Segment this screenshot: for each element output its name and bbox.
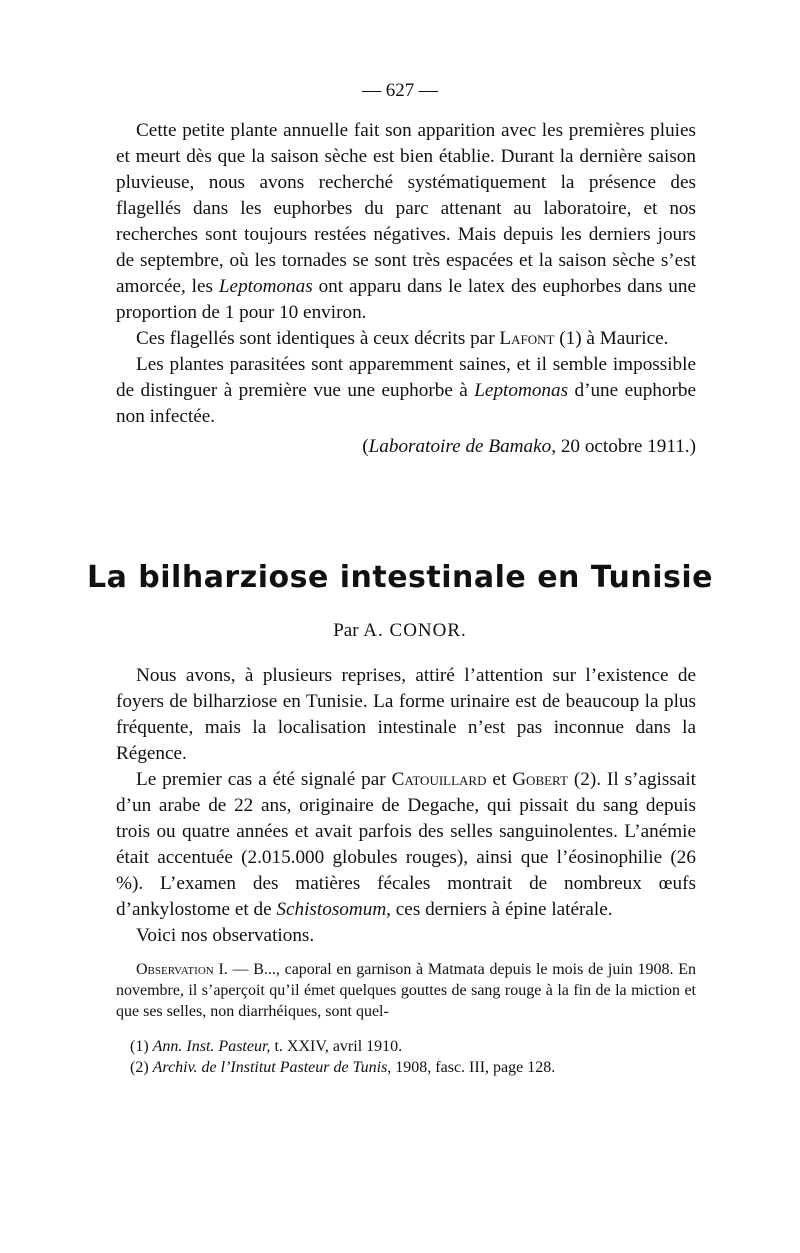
- footnotes: [130, 1036, 696, 1078]
- article-paragraph-3: Voici nos observations.: [136, 925, 315, 946]
- article-p2-end: ces derniers à épine latérale.: [390, 899, 613, 920]
- signature-date: 20 octobre 1911.): [556, 436, 696, 457]
- article-paragraph-1: Nous avons, à plusieurs reprises, attiré l’attention sur l’existence de foyers de bilharziose en Tunisie. La forme urinaire est de beaucoup la plus fréquente, mais la localisation intestinale n’est pas inconnue dans la Régence.: [116, 665, 696, 764]
- intro-p1-end: ont apparu dans le latex des euphorbes dans une proportion de 1 pour 10 environ.: [116, 276, 697, 323]
- intro-p3-italic: Leptomonas: [474, 380, 569, 401]
- intro-section: [116, 118, 696, 460]
- author-name-catouillard: Catouillard: [391, 769, 487, 790]
- article-title: La bilharziose intestinale en Tunisie: [86, 560, 714, 595]
- byline: [0, 620, 800, 642]
- footnote-1-journal: Ann. Inst. Pasteur,: [152, 1038, 271, 1055]
- footnote-2-journal: Archiv. de l’Institut Pasteur de Tunis,: [152, 1059, 392, 1076]
- footnote-1: [130, 1036, 696, 1057]
- page-number: — 627 —: [362, 80, 438, 101]
- article-p2-italic: Schistosomum,: [276, 899, 391, 920]
- signature-open: (: [362, 436, 369, 457]
- article-p2-mid: et: [486, 769, 513, 790]
- article-p2-start: Le premier cas a été signalé par: [136, 769, 392, 790]
- lab-signature: [116, 434, 696, 460]
- byline-par: Par: [333, 620, 359, 641]
- footnote-2: [130, 1057, 696, 1078]
- intro-p2-start: Ces flagellés sont identiques à ceux décrits par: [136, 328, 500, 349]
- observation-text: I. — B..., caporal en garnison à Matmata depuis le mois de juin 1908. En novembre, il s’aperçoit qu’il émet quelques gouttes de sang rouge à la fin de la miction et que ses selles, non diarrhéiques, sont quel-: [116, 961, 696, 1020]
- author-name-gobert: Gobert: [512, 769, 568, 790]
- intro-p1-text: Cette petite plante annuelle fait son apparition avec les premières pluies et meurt dès que la saison sèche est bien établie. Durant la dernière saison pluvieuse, nous avons recherché systématiquement la présence des flagellés dans les euphorbes du parc attenant au laboratoire, et nos recherches sont toujours restées négatives. Mais depuis les derniers jours de septembre, où les tornades se sont très espacées et la saison sèche s’est amorcée, les: [116, 120, 696, 297]
- footnote-1-ref: t. XXIV, avril 1910.: [270, 1038, 403, 1055]
- article-p2-rest: (2). Il s’agissait d’un arabe de 22 ans, originaire de Degache, qui pissait du sang depuis trois ou quatre années et avait parfois des selles sanguinolentes. L’anémie était accentuée (2.015.000 globules rouges), ainsi que l’éosinophilie (26 %). L’examen des matières fécales montrait de nombreux œufs d’ankylostome et de: [116, 769, 696, 920]
- footnote-2-num: (2): [130, 1059, 149, 1076]
- signature-place: Laboratoire de Bamako,: [368, 436, 557, 457]
- footnote-2-ref: 1908, fasc. III, page 128.: [391, 1059, 556, 1076]
- intro-p1-italic: Leptomonas: [218, 276, 313, 297]
- footnote-1-num: (1): [130, 1038, 149, 1055]
- byline-author: A. CONOR.: [363, 620, 467, 641]
- intro-p2-end: (1) à Maurice.: [554, 328, 669, 349]
- article-body: [116, 663, 696, 1022]
- intro-p3-end: d’une euphorbe non infectée.: [116, 380, 696, 427]
- intro-p3-start: Les plantes parasitées sont apparemment saines, et il semble impossible de distinguer à première vue une euphorbe à: [116, 354, 696, 401]
- intro-paragraph-1: [116, 118, 696, 326]
- author-name-lafont: Lafont: [499, 328, 555, 349]
- observation-1: [116, 959, 696, 1022]
- article-paragraph-2: [116, 767, 696, 923]
- intro-paragraph-2: [116, 326, 696, 352]
- intro-paragraph-3: [116, 352, 696, 430]
- observation-label: Observation: [136, 961, 214, 978]
